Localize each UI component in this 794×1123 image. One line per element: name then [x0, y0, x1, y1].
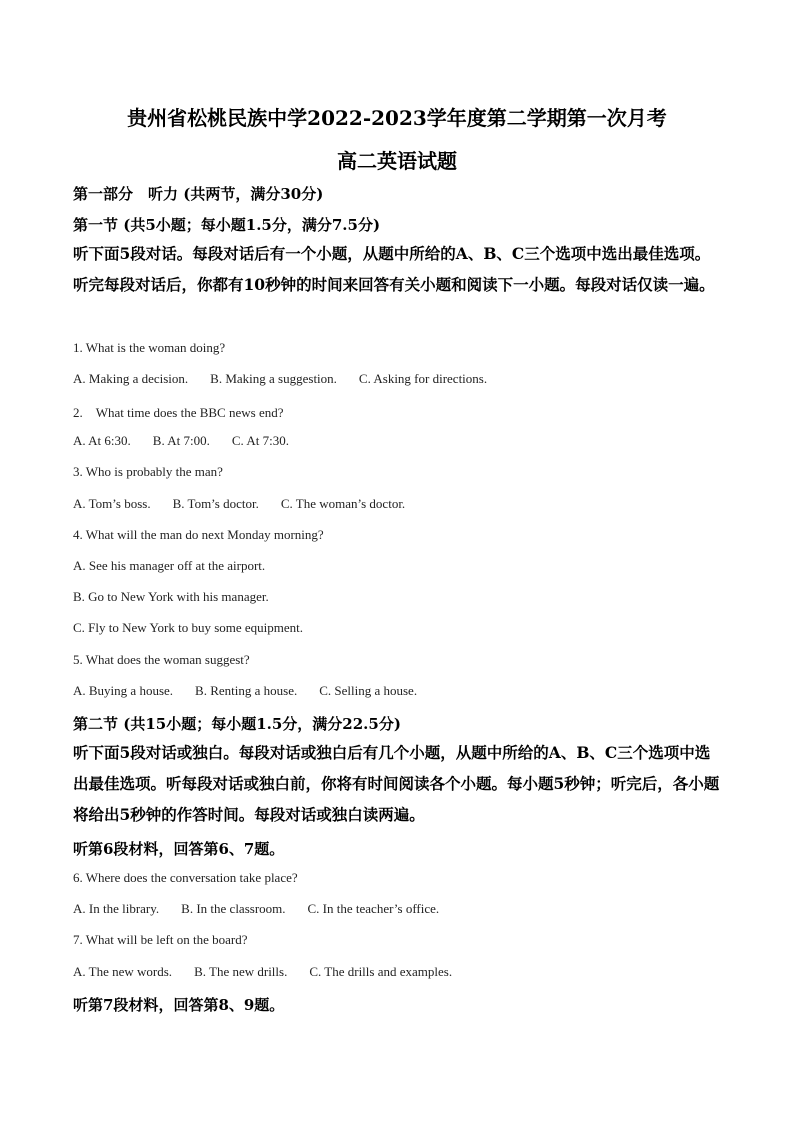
section-heading: 第一节 (共5小题；每小题1.5分，满分7.5分): [73, 216, 381, 234]
question-stem: 4. What will the man do next Monday morning?: [73, 527, 324, 542]
material-heading: 听第6段材料，回答第6、7题。: [73, 840, 285, 858]
option-a: A. Making a decision.: [73, 371, 189, 386]
question-options: [73, 496, 405, 512]
question-options: [73, 433, 289, 449]
question-stem: 7. What will be left on the board?: [73, 932, 248, 947]
question-stem: 5. What does the woman suggest?: [73, 652, 250, 667]
question-stem: 1. What is the woman doing?: [73, 340, 226, 355]
question-stem: 3. Who is probably the man?: [73, 464, 223, 479]
option-a: A. At 6:30.: [73, 433, 131, 448]
option-b: B. The new drills.: [194, 964, 288, 979]
option-b: B. Go to New York with his manager.: [73, 589, 269, 604]
section-instructions: 听下面5段对话或独白。每段对话或独白后有几个小题，从题中所给的A、B、C三个选项中选出最佳选项。听每段对话或独白前，你将有时间阅读各个小题。每小题5秒钟；听完后，各小题将给出5秒钟的作答时间。每段对话或独白读两遍。: [73, 743, 720, 824]
option-c: C. The woman’s doctor.: [280, 496, 406, 511]
question-options: [73, 683, 417, 699]
option-c: C. Asking for directions.: [358, 371, 488, 386]
option-a: A. The new words.: [73, 964, 173, 979]
option-b: B. Renting a house.: [195, 683, 298, 698]
option-c: C. The drills and examples.: [309, 964, 453, 979]
option-c: C. At 7:30.: [231, 433, 289, 448]
exam-subtitle: 高二英语试题: [337, 149, 457, 173]
material-heading: 听第7段材料，回答第8、9题。: [73, 996, 285, 1014]
question-stem: 6. Where does the conversation take place?: [73, 870, 298, 885]
option-a: A. In the library.: [73, 901, 160, 916]
option-c: C. Selling a house.: [319, 683, 418, 698]
question-stem: 2. What time does the BBC news end?: [73, 405, 284, 420]
part-heading: 第一部分 听力 (共两节，满分30分): [73, 185, 324, 203]
option-b: B. At 7:00.: [152, 433, 210, 448]
question-options: [73, 901, 439, 917]
option-c: C. In the teacher’s office.: [307, 901, 440, 916]
option-b: B. Making a suggestion.: [210, 371, 337, 386]
option-b: B. In the classroom.: [181, 901, 286, 916]
question-options: [73, 371, 487, 387]
option-b: B. Tom’s doctor.: [172, 496, 259, 511]
section-instructions: 听下面5段对话。每段对话后有一个小题，从题中所给的A、B、C三个选项中选出最佳选项。听完每段对话后，你都有10秒钟的时间来回答有关小题和阅读下一小题。每段对话仅读一遍。: [73, 244, 715, 294]
option-c: C. Fly to New York to buy some equipment.: [73, 620, 304, 635]
question-options: [73, 964, 452, 980]
option-a: A. Buying a house.: [73, 683, 174, 698]
section-heading: 第二节 (共15小题；每小题1.5分，满分22.5分): [73, 715, 401, 733]
option-a: A. Tom’s boss.: [73, 496, 151, 511]
option-a: A. See his manager off at the airport.: [73, 558, 266, 573]
exam-title: 贵州省松桃民族中学2022-2023学年度第二学期第一次月考: [127, 106, 667, 130]
